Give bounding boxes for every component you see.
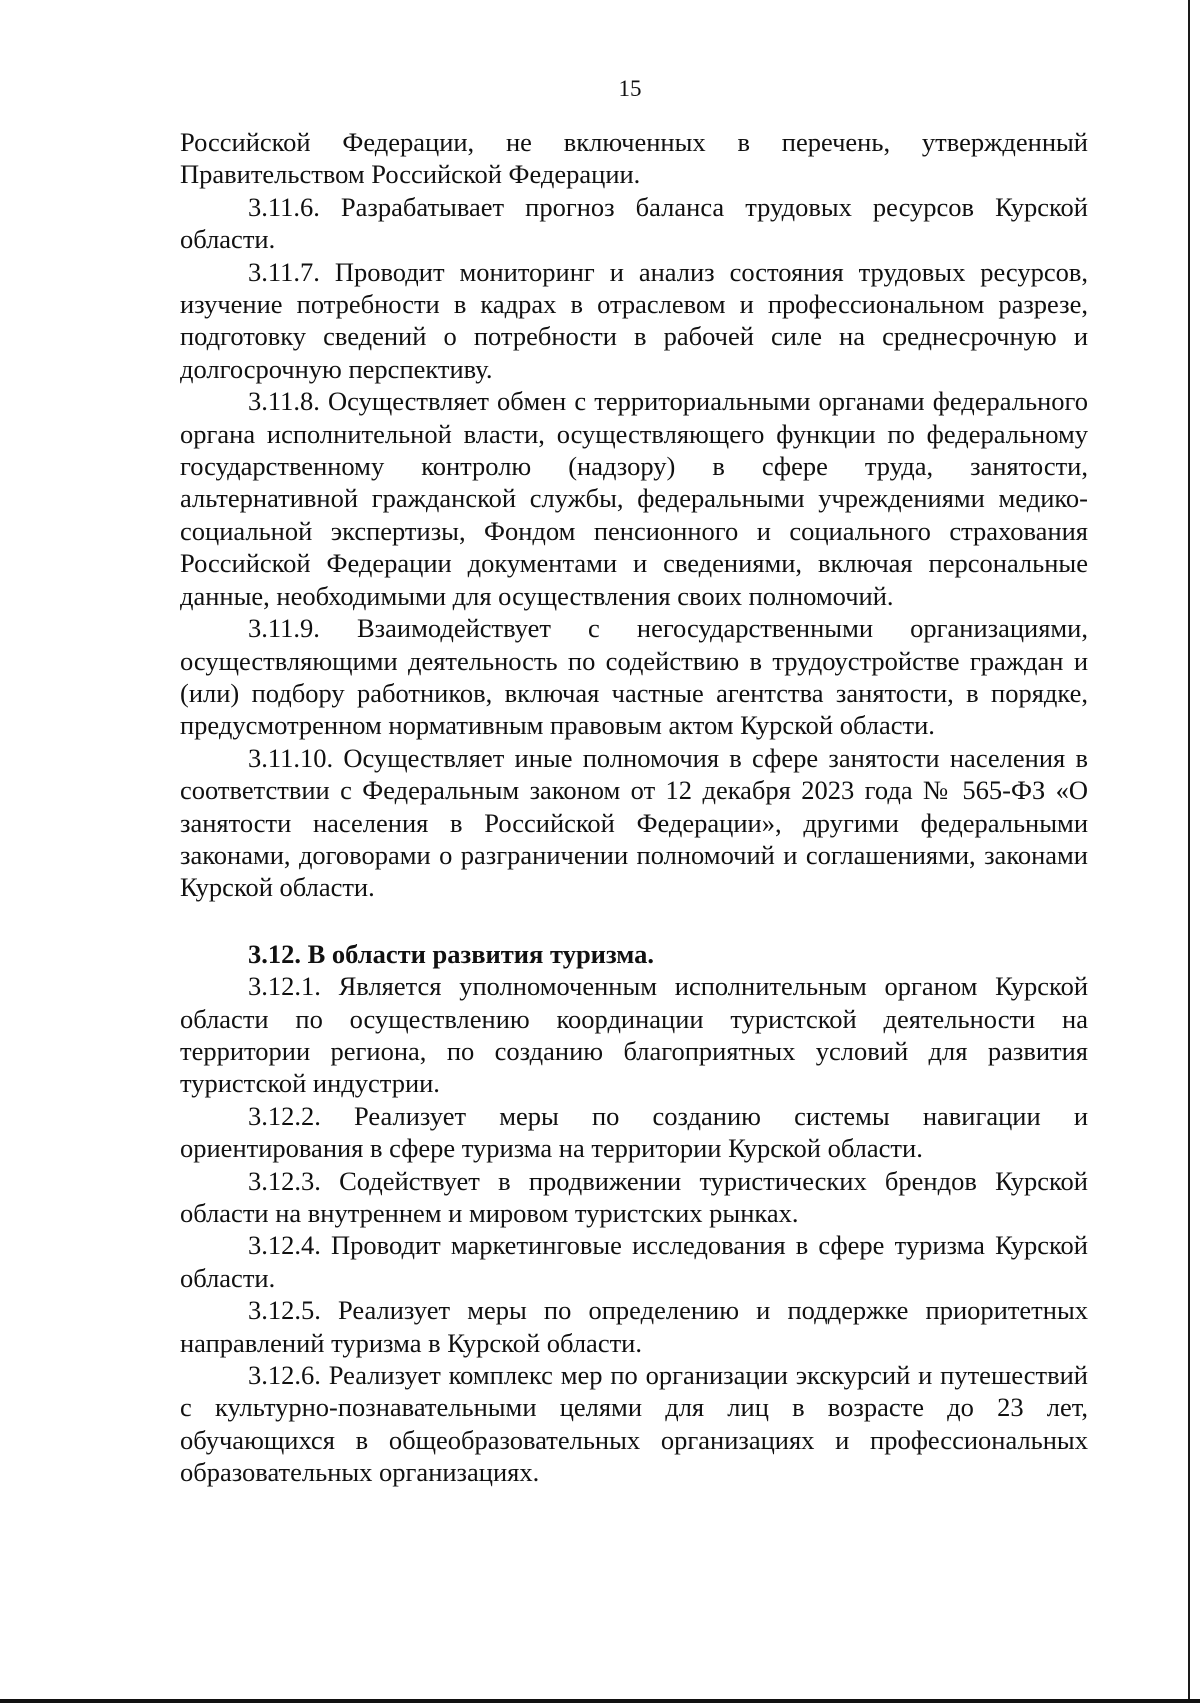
scan-edge-bottom (0, 1699, 1200, 1703)
paragraph-3-11-6: 3.11.6. Разрабатывает прогноз баланса трудовых ресурсов Курской области. (180, 191, 1088, 255)
scan-edge-right (1188, 0, 1190, 1703)
paragraph-3-11-10: 3.11.10. Осуществляет иные полномочия в сфере занятости населения в соответствии с Федеральным законом от 12 декабря 2023 года № 565-ФЗ «О занятости населения в Российской Федерации», другими федеральными законами, договорами о разграничении полномочий и соглашениями, законами Курской области. (180, 742, 1088, 903)
document-body (180, 126, 1088, 1489)
paragraph-3-11-8: 3.11.8. Осуществляет обмен с территориальными органами федерального органа исполнительной власти, осуществляющего функции по федеральному государственному контролю (надзору) в сфере труда, занятости, альтернативной гражданской службы, федеральными учреждениями медико-социальной экспертизы, Фондом пенсионного и социального страхования Российской Федерации документами и сведениями, включая персональные данные, необходимыми для осуществления своих полномочий. (180, 386, 1088, 611)
paragraph-3-12-1: 3.12.1. Является уполномоченным исполнительным органом Курской области по осуществлению координации туристской деятельности на территории региона, по созданию благоприятных условий для развития туристской индустрии. (180, 971, 1088, 1099)
page-number: 15 (618, 76, 642, 101)
paragraph-3-12-3: 3.12.3. Содействует в продвижении туристических брендов Курской области на внутреннем и мировом туристских рынках. (180, 1165, 1088, 1228)
paragraph-3-12-5: 3.12.5. Реализует меры по определению и поддержке приоритетных направлений туризма в Курской области. (180, 1295, 1088, 1358)
paragraph-3-11-9: 3.11.9. Взаимодействует с негосударственными организациями, осуществляющими деятельность по содействию в трудоустройстве граждан и (или) подбору работников, включая частные агентства занятости, в порядке, предусмотренном нормативным правовым актом Курской области. (180, 613, 1088, 741)
paragraph-3-11-7: 3.11.7. Проводит мониторинг и анализ состояния трудовых ресурсов, изучение потребности в кадрах в отраслевом и профессиональном разрезе, подготовку сведений о потребности в рабочей силе на среднесрочную и долгосрочную перспективу. (180, 256, 1088, 384)
paragraph-3-12-2: 3.12.2. Реализует меры по созданию системы навигации и ориентирования в сфере туризма на территории Курской области. (180, 1100, 1088, 1164)
section-heading-3-12: 3.12. В области развития туризма. (248, 938, 654, 969)
paragraph-3-12-4: 3.12.4. Проводит маркетинговые исследования в сфере туризма Курской области. (180, 1230, 1088, 1293)
paragraph-continuation: Российской Федерации, не включенных в перечень, утвержденный Правительством Российской Федерации. (180, 127, 1088, 190)
paragraph-3-12-6: 3.12.6. Реализует комплекс мер по организации экскурсий и путешествий с культурно-познавательными целями для лиц в возрасте до 23 лет, обучающихся в общеобразовательных организациях и профессиональных образовательных организациях. (180, 1360, 1088, 1488)
